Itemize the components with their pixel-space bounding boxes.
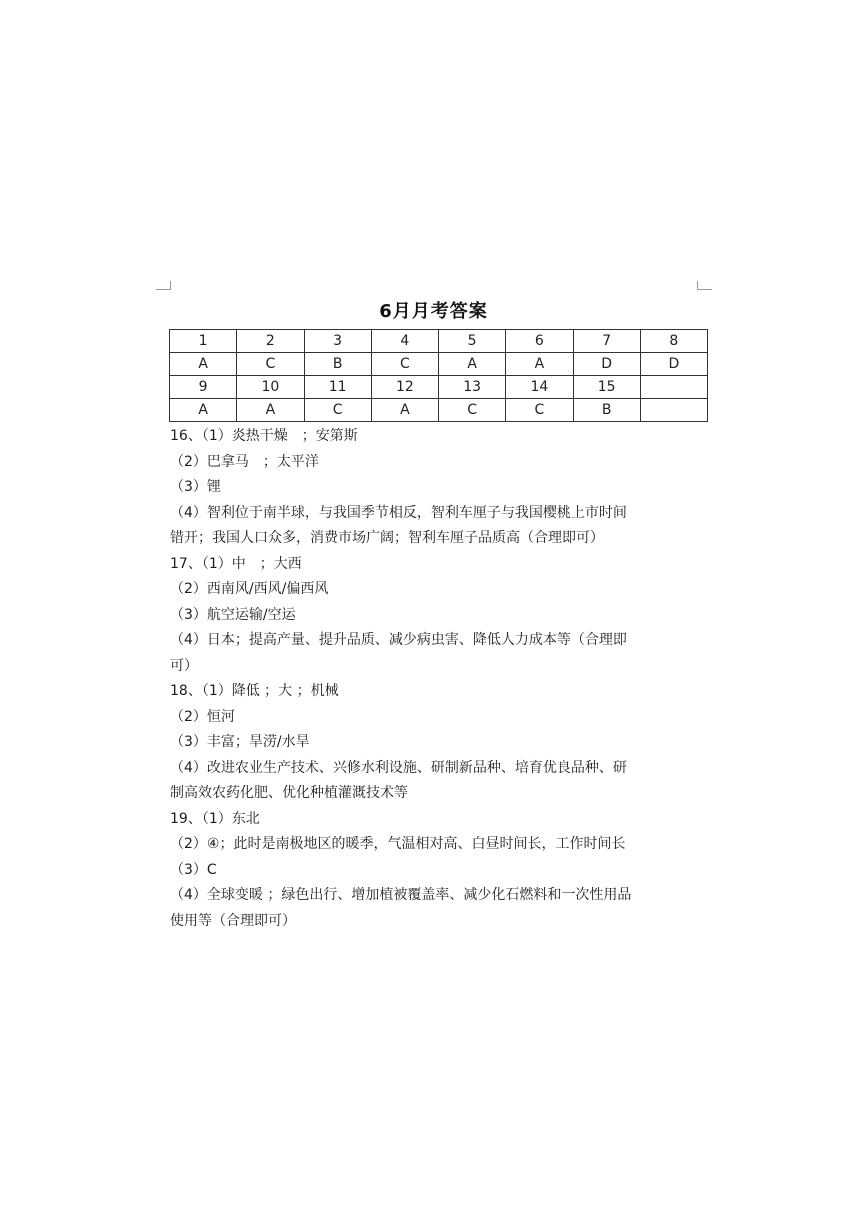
answer-line: （4）全球变暖 ；绿色出行、增加植被覆盖率、减少化石燃料和一次性用品: [170, 887, 632, 903]
table-cell: 6: [506, 330, 573, 353]
table-cell: [640, 399, 707, 422]
table-cell: 1: [170, 330, 237, 353]
table-cell: 14: [506, 376, 573, 399]
document-title: 6月月考答案: [379, 301, 488, 322]
table-cell: C: [506, 399, 573, 422]
answer-line: 17、（1）中 ；大西: [170, 555, 302, 572]
table-cell: 12: [371, 376, 438, 399]
table-cell: [640, 376, 707, 399]
page-corner-mark-right: [697, 281, 712, 290]
answer-line: （3）丰富；旱涝/水旱: [170, 734, 310, 750]
table-cell: A: [371, 399, 438, 422]
answer-line: （4）智利位于南半球，与我国季节相反，智利车厘子与我国樱桃上市时间: [170, 504, 627, 521]
answer-line: 19、（1）东北: [170, 810, 260, 827]
answer-line: （2）④；此时是南极地区的暖季，气温相对高、白昼时间长，工作时间长: [170, 836, 626, 852]
table-cell: 5: [439, 330, 506, 353]
answer-line: 使用等（合理即可）: [170, 912, 296, 929]
table-cell: 15: [573, 376, 640, 399]
table-cell: 11: [304, 376, 371, 399]
table-cell: C: [371, 353, 438, 376]
table-cell: A: [439, 353, 506, 376]
answer-line: 18、（1）降低 ；大 ；机械: [170, 683, 339, 699]
answer-text-body: [170, 424, 700, 934]
table-cell: C: [304, 399, 371, 422]
answer-line: 错开；我国人口众多，消费市场广阔；智利车厘子品质高（合理即可）: [170, 530, 604, 546]
answer-line: （4）改进农业生产技术、兴修水利设施、研制新品种、培育优良品种、研: [170, 759, 627, 776]
table-cell: C: [237, 353, 304, 376]
table-cell: D: [640, 353, 707, 376]
answer-table: [169, 329, 708, 422]
table-cell: A: [170, 399, 237, 422]
answer-line: （3）C: [170, 861, 217, 878]
table-cell: A: [506, 353, 573, 376]
table-row: [170, 376, 708, 399]
answer-line: （2）恒河: [170, 708, 235, 725]
answer-line: （3）锂: [170, 479, 221, 495]
answer-line: （4）日本；提高产量、提升品质、减少病虫害、降低人力成本等（合理即: [170, 632, 627, 648]
answer-line: 可）: [170, 657, 198, 674]
table-cell: A: [237, 399, 304, 422]
table-cell: 7: [573, 330, 640, 353]
table-cell: 2: [237, 330, 304, 353]
table-row: [170, 399, 708, 422]
table-cell: 3: [304, 330, 371, 353]
table-cell: 13: [439, 376, 506, 399]
table-cell: D: [573, 353, 640, 376]
answer-line: 制高效农药化肥、优化种植灌溉技术等: [170, 785, 408, 801]
table-row: [170, 353, 708, 376]
table-row: [170, 330, 708, 353]
table-cell: B: [573, 399, 640, 422]
answer-line: （2）巴拿马 ；太平洋: [170, 453, 319, 470]
answer-line: 16、（1）炎热干燥 ；安第斯: [170, 428, 358, 444]
table-cell: A: [170, 353, 237, 376]
table-cell: 8: [640, 330, 707, 353]
table-cell: C: [439, 399, 506, 422]
table-cell: B: [304, 353, 371, 376]
answer-line: （2）西南风/西风/偏西风: [170, 581, 329, 597]
answer-line: （3）航空运输/空运: [170, 606, 296, 623]
table-cell: 9: [170, 376, 237, 399]
table-cell: 4: [371, 330, 438, 353]
table-cell: 10: [237, 376, 304, 399]
page-corner-mark-left: [156, 281, 171, 290]
